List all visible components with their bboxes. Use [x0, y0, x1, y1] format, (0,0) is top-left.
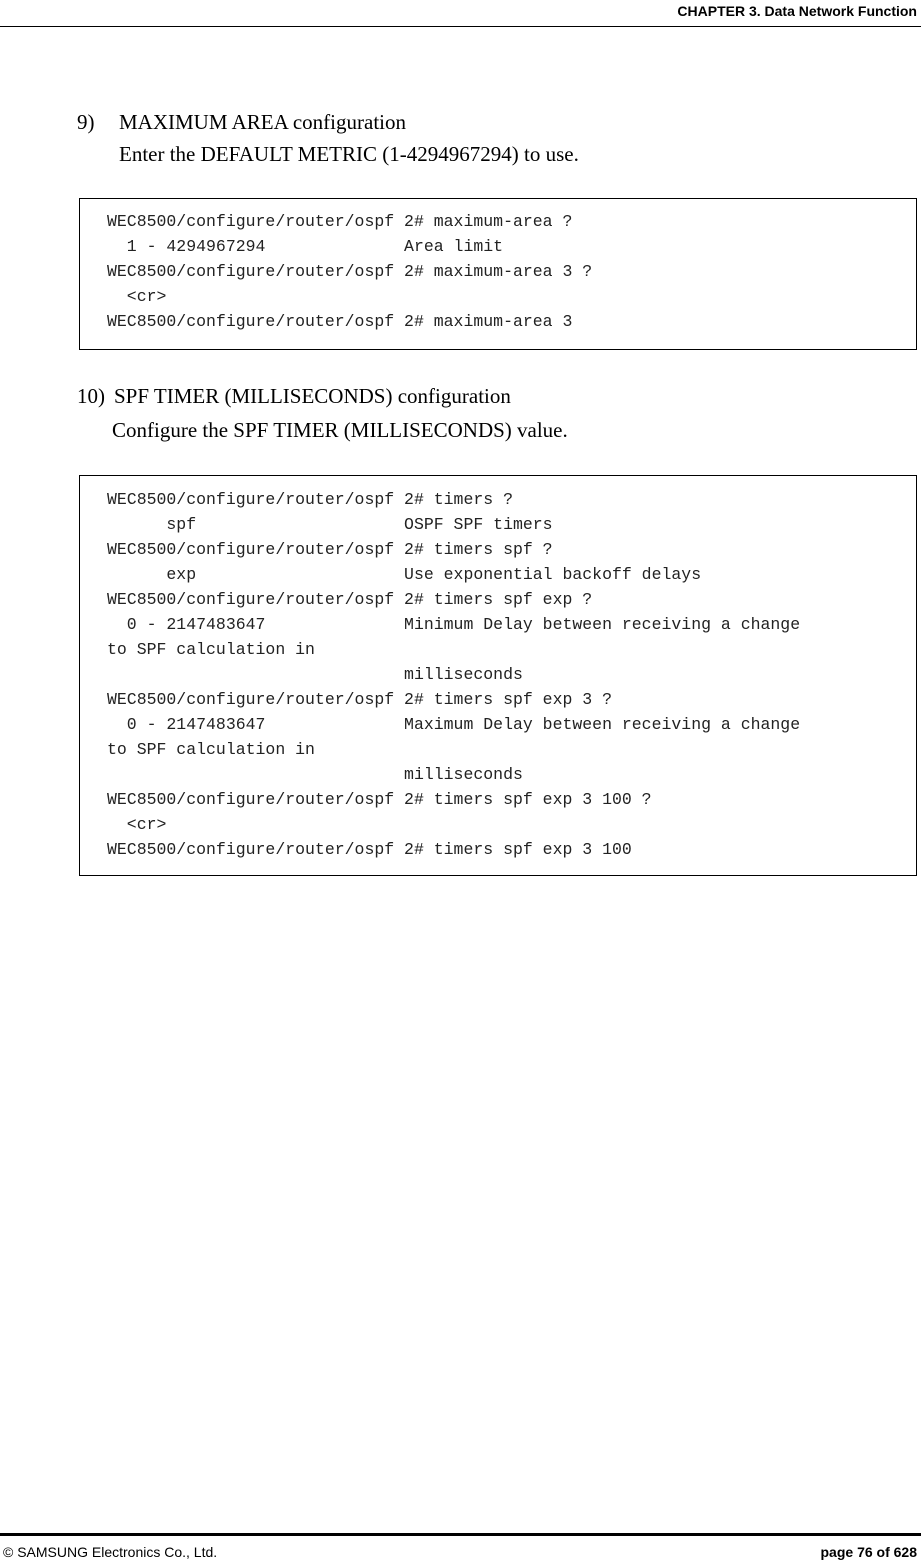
footer-page-number: page 76 of 628 — [820, 1544, 917, 1560]
section-10-description: Configure the SPF TIMER (MILLISECONDS) value. — [112, 418, 568, 442]
section-10-number: 10) — [77, 384, 105, 408]
cli-line: WEC8500/configure/router/ospf 2# maximum-area ? — [107, 212, 573, 231]
cli-line: WEC8500/configure/router/ospf 2# maximum-area 3 — [107, 312, 573, 331]
cli-block-spf-timers — [79, 475, 917, 876]
cli-line: WEC8500/configure/router/ospf 2# timers ? — [107, 490, 513, 509]
cli-line: milliseconds — [107, 665, 523, 684]
cli-line: exp Use exponential backoff delays — [107, 565, 702, 584]
cli-line: spf OSPF SPF timers — [107, 515, 553, 534]
cli-line: WEC8500/configure/router/ospf 2# maximum-area 3 ? — [107, 262, 593, 281]
footer-copyright: © SAMSUNG Electronics Co., Ltd. — [3, 1544, 218, 1560]
cli-line: 0 - 2147483647 Minimum Delay between receiving a change — [107, 615, 801, 634]
footer-divider — [0, 1533, 921, 1536]
cli-line: to SPF calculation in — [107, 640, 315, 659]
cli-block-maximum-area — [79, 198, 917, 350]
section-9-heading: MAXIMUM AREA configuration — [119, 110, 406, 134]
cli-line: WEC8500/configure/router/ospf 2# timers spf ? — [107, 540, 553, 559]
cli-line: <cr> — [107, 287, 167, 306]
cli-line: 1 - 4294967294 Area limit — [107, 237, 504, 256]
section-9-number: 9) — [77, 110, 95, 134]
cli-line: WEC8500/configure/router/ospf 2# timers spf exp 3 100 — [107, 840, 632, 859]
section-10-heading: SPF TIMER (MILLISECONDS) configuration — [114, 384, 511, 408]
section-9-description: Enter the DEFAULT METRIC (1-4294967294) to use. — [119, 142, 579, 166]
cli-line: WEC8500/configure/router/ospf 2# timers spf exp 3 100 ? — [107, 790, 652, 809]
cli-line: WEC8500/configure/router/ospf 2# timers spf exp 3 ? — [107, 690, 612, 709]
cli-line: <cr> — [107, 815, 167, 834]
cli-line: 0 - 2147483647 Maximum Delay between receiving a change — [107, 715, 801, 734]
cli-line: milliseconds — [107, 765, 523, 784]
chapter-title: CHAPTER 3. Data Network Function — [677, 3, 917, 19]
cli-line: to SPF calculation in — [107, 740, 315, 759]
header-divider — [0, 26, 921, 27]
cli-line: WEC8500/configure/router/ospf 2# timers spf exp ? — [107, 590, 593, 609]
